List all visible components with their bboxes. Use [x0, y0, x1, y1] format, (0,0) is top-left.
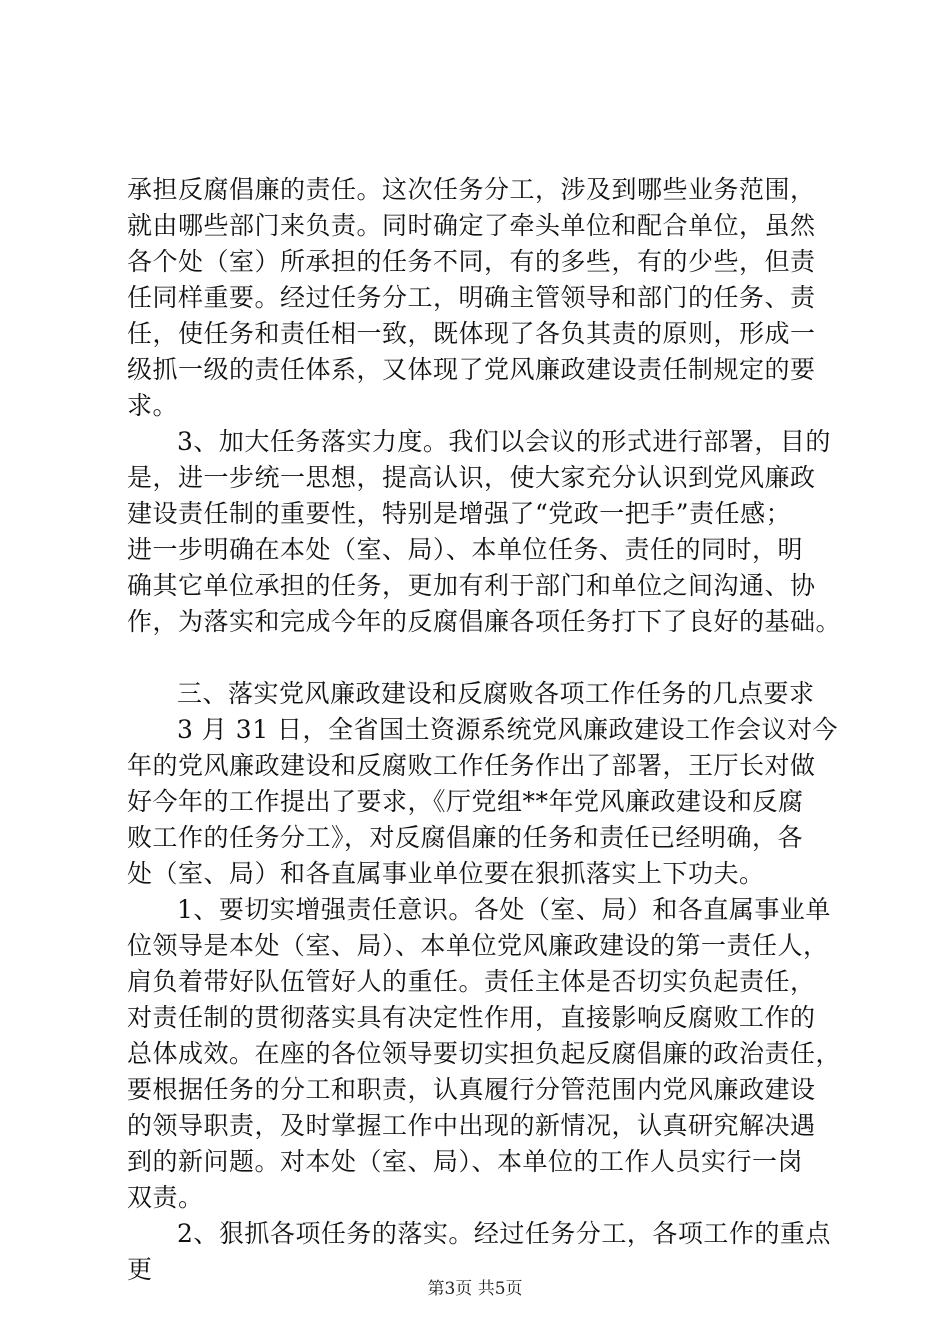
paragraph-line: 肩负着带好队伍管好人的重任。责任主体是否切实负起责任， [127, 967, 816, 996]
paragraph-line: 更 [127, 1255, 153, 1284]
paragraph-line: 要根据任务的分工和职责，认真履行分管范围内党风廉政建设 [127, 1075, 816, 1104]
paragraph-line: 的领导职责，及时掌握工作中出现的新情况，认真研究解决遇 [127, 1111, 816, 1140]
paragraph-line: 各个处（室）所承担的任务不同，有的多些，有的少些，但责 [127, 247, 816, 276]
paragraph-line: 3 月 31 日，全省国土资源系统党风廉政建设工作会议对今 [177, 715, 839, 744]
paragraph-line: 进一步明确在本处（室、局）、本单位任务、责任的同时，明 [127, 535, 804, 564]
paragraph-line: 就由哪些部门来负责。同时确定了牵头单位和配合单位，虽然 [127, 211, 816, 240]
page-footer: 第3页 共5页 [427, 1279, 523, 1299]
paragraph-line: 年的党风廉政建设和反腐败工作任务作出了部署，王厅长对做 [127, 751, 816, 780]
paragraph-line: 好今年的工作提出了要求，《厅党组**年党风廉政建设和反腐 [127, 787, 804, 816]
paragraph-line: 承担反腐倡廉的责任。这次任务分工，涉及到哪些业务范围， [127, 175, 816, 204]
paragraph-line: 任，使任务和责任相一致，既体现了各负其责的原则，形成一 [127, 319, 816, 348]
paragraph-line: 1、要切实增强责任意识。各处（室、局）和各直属事业单 [177, 895, 831, 924]
paragraph-line: 总体成效。在座的各位领导要切实担负起反腐倡廉的政治责任， [127, 1039, 842, 1068]
paragraph-line: 求。 [127, 391, 179, 420]
paragraph-line: 确其它单位承担的任务，更加有利于部门和单位之间沟通、协 [127, 571, 816, 600]
paragraph-line: 级抓一级的责任体系，又体现了党风廉政建设责任制规定的要 [127, 355, 816, 384]
paragraph-line: 是，进一步统一思想，提高认识，使大家充分认识到党风廉政 [127, 463, 816, 492]
paragraph-line: 位领导是本处（室、局）、本单位党风廉政建设的第一责任人， [127, 931, 829, 960]
paragraph-line: 败工作的任务分工》，对反腐倡廉的任务和责任已经明确，各 [127, 823, 804, 852]
paragraph-line: 3、加大任务落实力度。我们以会议的形式进行部署，目的 [177, 427, 831, 456]
section-heading: 三、落实党风廉政建设和反腐败各项工作任务的几点要求 [177, 679, 815, 708]
paragraph-line: 处（室、局）和各直属事业单位要在狠抓落实上下功夫。 [127, 859, 765, 888]
paragraph-line: 2、狠抓各项任务的落实。经过任务分工，各项工作的重点 [177, 1219, 831, 1248]
paragraph-line: 双责。 [127, 1183, 204, 1212]
paragraph-line: 任同样重要。经过任务分工，明确主管领导和部门的任务、责 [127, 283, 816, 312]
paragraph-line: 到的新问题。对本处（室、局）、本单位的工作人员实行一岗 [127, 1147, 804, 1176]
paragraph-line: 建设责任制的重要性，特别是增强了“党政一把手”责任感； [127, 499, 792, 528]
paragraph-line: 作，为落实和完成今年的反腐倡廉各项任务打下了良好的基础。 [127, 607, 842, 636]
paragraph-line: 对责任制的贯彻落实具有决定性作用，直接影响反腐败工作的 [127, 1003, 816, 1032]
